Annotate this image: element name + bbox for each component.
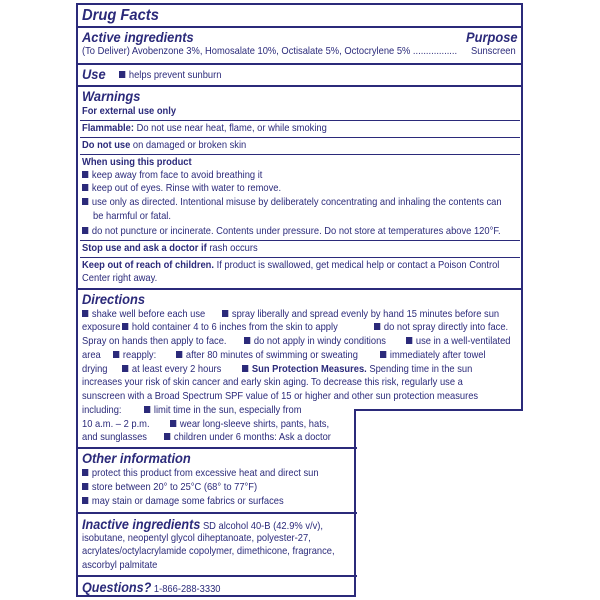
keep-out-label: Keep out of reach of children. <box>82 260 214 271</box>
stop-use-label: Stop use and ask a doctor if <box>82 243 207 254</box>
directions-line: and sunglasses <box>82 432 147 443</box>
directions-text: limit time in the sun, especially from <box>153 405 302 416</box>
directions-line: exposure <box>82 322 121 333</box>
directions-text: after 80 minutes of swimming or sweating <box>185 350 358 361</box>
other-bullet-text: protect this product from excessive heat and direct sun <box>91 468 319 479</box>
questions-heading: Questions? <box>82 579 152 595</box>
external-use-text: For external use only <box>82 106 177 117</box>
bullet-icon <box>82 497 88 504</box>
directions-line: drying <box>82 364 108 375</box>
bullet-icon <box>82 198 88 205</box>
keep-out-line <box>82 260 499 272</box>
other-bullet-text: store between 20° to 25°C (68° to 77°F) <box>91 482 258 493</box>
active-ingredients-line: (To Deliver) Avobenzone 3%, Homosalate 10%, Octisalate 5%, Octocrylene 5% ................. <box>82 46 458 57</box>
directions-line <box>176 350 358 362</box>
bullet-icon <box>82 469 88 476</box>
bullet-icon <box>144 406 150 413</box>
divider <box>78 288 522 290</box>
flammable-line <box>82 123 327 135</box>
do-not-use-label: Do not use <box>82 140 131 151</box>
warning-bullet-text: do not puncture or incinerate. Contents under pressure. Do not store at temperatures above 120°F. <box>91 226 501 237</box>
bullet-icon <box>170 420 176 427</box>
bullet-icon <box>122 323 128 330</box>
sun-protection-label: Sun Protection Measures. <box>251 364 367 375</box>
other-bullet-text: may stain or damage some fabrics or surfaces <box>91 496 284 507</box>
keep-out-line-2: Center right away. <box>82 273 158 284</box>
warning-bullet <box>82 197 502 209</box>
directions-line <box>122 364 221 376</box>
questions-line <box>82 579 220 596</box>
divider <box>78 63 522 65</box>
inactive-line: acrylates/octylacrylamide copolymer, dimethicone, fragrance, <box>82 546 335 557</box>
bullet-icon <box>82 227 88 234</box>
directions-line: Spray on hands then apply to face. <box>82 336 227 347</box>
directions-line <box>144 405 302 417</box>
page-title: Drug Facts <box>82 7 159 24</box>
keep-out-text: If product is swallowed, get medical help or contact a Poison Control <box>216 260 500 271</box>
when-using-heading: When using this product <box>82 157 192 168</box>
warning-bullet-continued: be harmful or fatal. <box>93 211 171 222</box>
bullet-icon <box>82 483 88 490</box>
warnings-heading: Warnings <box>82 88 141 104</box>
directions-heading: Directions <box>82 291 145 307</box>
other-bullet <box>82 496 284 508</box>
directions-text: Spending time in the sun <box>369 364 473 375</box>
directions-line <box>122 322 338 334</box>
directions-text: immediately after towel <box>389 350 486 361</box>
divider <box>78 447 357 449</box>
directions-line <box>374 322 508 334</box>
directions-text: at least every 2 hours <box>131 364 222 375</box>
directions-line: area <box>82 350 101 361</box>
divider <box>80 257 520 258</box>
use-heading: Use <box>82 66 106 82</box>
directions-line: sunscreen with a Broad Spectrum SPF value of 15 or higher and other sun protection measures <box>82 391 479 402</box>
inactive-line <box>82 516 323 533</box>
warning-bullet <box>82 226 501 238</box>
questions-phone: 1-866-288-3330 <box>153 584 221 595</box>
directions-text: hold container 4 to 6 inches from the skin to apply <box>131 322 338 333</box>
warning-bullet <box>82 183 281 195</box>
purpose-value: Sunscreen <box>471 46 516 57</box>
divider <box>78 85 522 87</box>
flammable-text: Do not use near heat, flame, or while smoking <box>136 123 327 134</box>
bullet-icon <box>119 71 125 78</box>
bullet-icon <box>242 365 248 372</box>
flammable-label: Flammable: <box>82 123 134 134</box>
bullet-icon <box>244 337 250 344</box>
bullet-icon <box>164 433 170 440</box>
directions-line: 10 a.m. – 2 p.m. <box>82 419 150 430</box>
directions-text: spray liberally and spread evenly by hand 15 minutes before sun <box>231 309 500 320</box>
other-information-heading: Other information <box>82 450 191 466</box>
directions-line <box>164 432 331 444</box>
inactive-ingredients-heading: Inactive ingredients <box>82 516 201 532</box>
directions-line: including: <box>82 405 122 416</box>
stop-use-text: rash occurs <box>209 243 258 254</box>
directions-text: do not spray directly into face. <box>383 322 509 333</box>
inactive-text: SD alcohol 40-B (42.9% v/v), <box>202 521 324 532</box>
divider <box>80 240 520 241</box>
directions-text: children under 6 months: Ask a doctor <box>173 432 331 443</box>
directions-text: reapply: <box>122 350 157 361</box>
divider <box>80 120 520 121</box>
active-ingredients-heading: Active ingredients <box>82 29 194 45</box>
directions-text: shake well before each use <box>91 309 206 320</box>
warning-bullet <box>82 170 262 182</box>
directions-line <box>242 364 472 376</box>
bullet-icon <box>176 351 182 358</box>
directions-text: do not apply in windy conditions <box>253 336 386 347</box>
other-bullet <box>82 468 319 480</box>
bullet-icon <box>113 351 119 358</box>
bullet-icon <box>374 323 380 330</box>
bullet-icon <box>122 365 128 372</box>
bullet-icon <box>82 310 88 317</box>
divider <box>78 512 357 514</box>
divider <box>80 154 520 155</box>
bullet-icon <box>406 337 412 344</box>
purpose-heading: Purpose <box>466 29 518 45</box>
divider <box>80 137 520 138</box>
other-bullet <box>82 482 257 494</box>
stop-use-line <box>82 243 258 255</box>
use-text <box>119 70 221 82</box>
directions-line <box>113 350 156 362</box>
warning-bullet-text: keep out of eyes. Rinse with water to remove. <box>91 183 282 194</box>
do-not-use-text: on damaged or broken skin <box>132 140 247 151</box>
warning-bullet-text: keep away from face to avoid breathing it <box>91 170 263 181</box>
directions-line <box>170 419 329 431</box>
directions-line <box>406 336 511 348</box>
directions-line <box>244 336 386 348</box>
use-bullet-text: helps prevent sunburn <box>128 70 222 81</box>
directions-text: wear long-sleeve shirts, pants, hats, <box>179 419 330 430</box>
inactive-line: isobutane, neopentyl glycol diheptanoate, polyester-27, <box>82 533 311 544</box>
inactive-line: ascorbyl palmitate <box>82 560 158 571</box>
directions-line <box>380 350 486 362</box>
directions-line <box>82 309 205 321</box>
directions-text: use in a well-ventilated <box>415 336 511 347</box>
bullet-icon <box>222 310 228 317</box>
bullet-icon <box>380 351 386 358</box>
divider <box>78 575 357 577</box>
directions-line <box>222 309 499 321</box>
bullet-icon <box>82 171 88 178</box>
directions-line: increases your risk of skin cancer and early skin aging. To decrease this risk, regularly use a <box>82 377 463 388</box>
bullet-icon <box>82 184 88 191</box>
warning-bullet-text: use only as directed. Intentional misuse by deliberately concentrating and inhaling the contents can <box>91 197 502 208</box>
do-not-use-line <box>82 140 246 152</box>
divider <box>78 26 522 28</box>
